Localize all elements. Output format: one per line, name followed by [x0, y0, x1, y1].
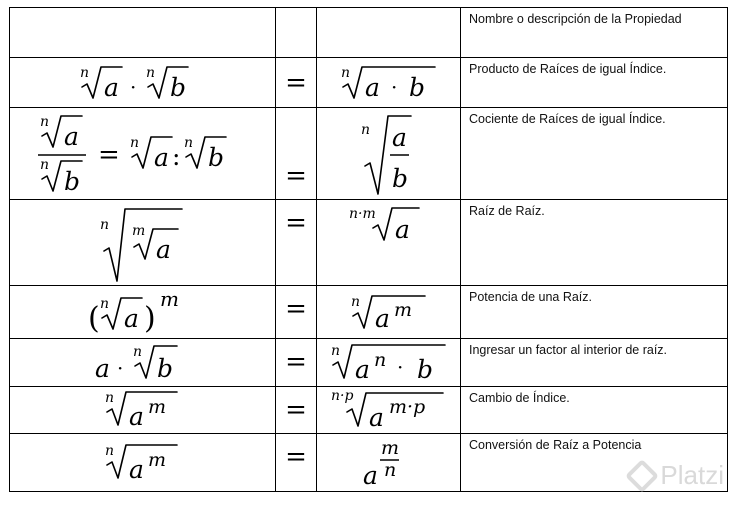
property-description: Potencia de una Raíz. — [469, 290, 592, 304]
radicand: a — [368, 403, 384, 432]
exponent: m — [147, 448, 166, 471]
formula-rhs — [317, 108, 461, 200]
formula-index-change-lhs — [103, 389, 183, 431]
index-symbol: n — [340, 64, 350, 81]
equals-sign: = — [285, 395, 307, 425]
index-symbol: n — [183, 134, 193, 151]
header-empty-cell — [317, 8, 461, 58]
index-symbol: n — [104, 442, 114, 459]
header-empty-cell — [10, 8, 276, 58]
radicand: a — [354, 354, 370, 384]
table-row — [10, 339, 728, 387]
radicand: b — [408, 72, 425, 102]
property-description: Cociente de Raíces de igual Índice. — [469, 112, 666, 126]
description-cell — [461, 108, 728, 200]
exponent: m — [159, 287, 179, 311]
formula-lhs — [10, 108, 276, 200]
formula-power-of-root-lhs — [88, 288, 198, 336]
formula-power-of-root-rhs — [349, 290, 429, 334]
table-row — [10, 200, 728, 286]
radicand: a — [153, 142, 169, 172]
table-row — [10, 387, 728, 434]
radicand: a — [63, 121, 79, 151]
exponent-denominator: n — [383, 458, 396, 481]
radicand: a — [394, 215, 410, 244]
table-header-row — [10, 8, 728, 58]
equals-cell — [276, 339, 317, 387]
radicand: b — [63, 166, 80, 196]
header-description: Nombre o descripción de la Propiedad — [469, 12, 682, 26]
formula-product-lhs — [78, 63, 208, 103]
formula-rhs — [317, 58, 461, 108]
exponent: m·p — [388, 396, 425, 418]
formula-rhs — [317, 387, 461, 434]
formula-lhs — [10, 200, 276, 286]
platzi-logo-icon — [625, 459, 659, 493]
index-symbol: n·p — [330, 388, 353, 404]
equals-cell — [276, 434, 317, 492]
radicand: a — [374, 304, 390, 333]
description-cell — [461, 387, 728, 434]
radicand: a — [364, 72, 380, 102]
dot-operator: · — [396, 354, 403, 379]
index-symbol: n — [132, 343, 142, 360]
formula-product-rhs — [339, 63, 439, 103]
index-symbol: n — [79, 64, 89, 81]
property-description: Conversión de Raíz a Potencia — [469, 438, 642, 452]
equals-sign: = — [285, 294, 307, 324]
radicand: b — [156, 353, 173, 383]
equals-cell — [276, 58, 317, 108]
description-cell — [461, 200, 728, 286]
formula-lhs — [10, 387, 276, 434]
equals-sign: = — [285, 161, 307, 191]
formula-root-of-root-rhs — [349, 202, 429, 246]
radicand: a — [155, 234, 171, 264]
index-symbol: n — [350, 294, 360, 310]
equals-sign: = — [285, 442, 307, 472]
formula-lhs — [10, 339, 276, 387]
equals-sign: = — [285, 347, 307, 377]
equals-cell — [276, 200, 317, 286]
formula-factor-in-rhs — [329, 342, 449, 384]
exponent: n — [373, 348, 386, 371]
table-row — [10, 434, 728, 492]
radicand: a — [128, 402, 144, 431]
left-parenthesis: ( — [87, 301, 100, 336]
radicand: b — [207, 142, 224, 172]
formula-lhs — [10, 434, 276, 492]
equals-cell — [276, 387, 317, 434]
header-empty-cell — [276, 8, 317, 58]
property-description: Raíz de Raíz. — [469, 204, 545, 218]
formula-quotient-rhs — [359, 112, 419, 196]
index-symbol: n — [360, 121, 370, 138]
property-description: Producto de Raíces de igual Índice. — [469, 62, 667, 76]
index-symbol: n — [104, 390, 114, 406]
formula-root-to-power-lhs — [103, 442, 183, 484]
table-row — [10, 286, 728, 339]
index-symbol: n — [99, 296, 109, 312]
header-description-cell — [461, 8, 728, 58]
index-symbol: n — [39, 156, 49, 173]
description-cell — [461, 286, 728, 339]
radicand: b — [169, 72, 186, 102]
dot-operator: · — [129, 74, 136, 99]
denominator: b — [391, 163, 408, 193]
equals-cell — [276, 108, 317, 200]
watermark-text: Platzi — [660, 460, 724, 490]
formula-root-to-power-rhs — [359, 436, 419, 490]
equals-sign: = — [285, 68, 307, 98]
formula-index-change-rhs — [329, 388, 449, 432]
index-symbol: n·m — [348, 206, 376, 222]
equals-cell — [276, 286, 317, 339]
property-description: Ingresar un factor al interior de raíz. — [469, 343, 668, 357]
formula-rhs — [317, 434, 461, 492]
index-symbol: m — [131, 222, 145, 239]
property-description: Cambio de Índice. — [469, 391, 570, 405]
numerator: a — [391, 122, 407, 152]
formula-factor-in-lhs — [93, 342, 193, 384]
platzi-watermark — [630, 460, 724, 491]
dot-operator: · — [116, 355, 123, 380]
equals-symbol: = — [97, 139, 120, 170]
formula-lhs — [10, 58, 276, 108]
radicand: b — [416, 354, 433, 384]
description-cell — [461, 339, 728, 387]
formula-rhs — [317, 200, 461, 286]
index-symbol: n — [99, 216, 109, 233]
factor: a — [94, 353, 110, 383]
exponent: m — [393, 299, 412, 321]
exponent: m — [147, 396, 166, 418]
index-symbol: n — [129, 134, 139, 151]
formula-root-of-root-lhs — [98, 203, 188, 283]
properties-table — [9, 7, 728, 492]
radicand: a — [128, 454, 144, 484]
right-parenthesis: ) — [143, 301, 156, 336]
index-symbol: n — [39, 113, 49, 130]
index-symbol: n — [330, 342, 340, 359]
colon-operator: : — [171, 141, 180, 171]
formula-quotient-lhs — [38, 111, 248, 197]
formula-lhs — [10, 286, 276, 339]
equals-sign: = — [285, 208, 307, 238]
description-cell — [461, 58, 728, 108]
table-row — [10, 58, 728, 108]
table-row — [10, 108, 728, 200]
base: a — [362, 460, 378, 490]
formula-rhs — [317, 339, 461, 387]
radicand: a — [103, 72, 119, 102]
formula-rhs — [317, 286, 461, 339]
radicand: a — [123, 304, 139, 333]
dot-operator: · — [390, 74, 397, 99]
index-symbol: n — [145, 64, 155, 81]
exponent-numerator: m — [380, 436, 399, 459]
